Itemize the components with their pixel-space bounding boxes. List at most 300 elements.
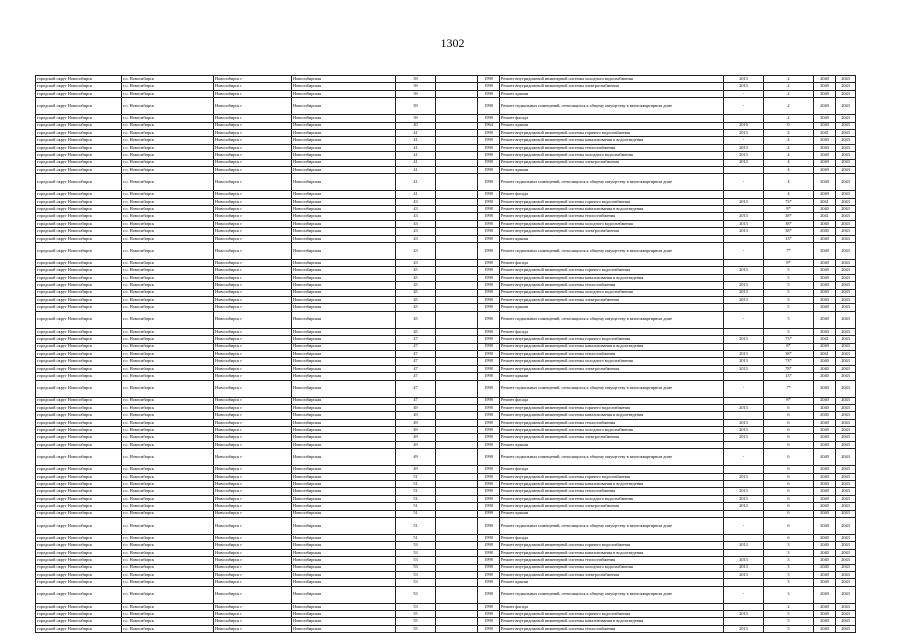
cell-street: Новосибирская [292, 579, 396, 586]
cell-street: Новосибирская [292, 213, 396, 220]
cell-wear: 8* [764, 397, 814, 404]
cell-last-repair-year [724, 412, 764, 419]
cell-plan-start: 2040 [814, 144, 836, 151]
cell-year-built: 1998 [478, 427, 500, 434]
cell-municipality: г.о. Новосибирск [122, 220, 214, 227]
cell-work-type: Ремонт фасада [500, 466, 724, 473]
cell-municipality: г.о. Новосибирск [122, 235, 214, 242]
cell-municipality: г.о. Новосибирск [122, 534, 214, 541]
cell-plan-end: 2043 [836, 289, 856, 296]
cell-plan-end: 2043 [836, 191, 856, 198]
cell-region: городской округ Новосибирск [36, 304, 122, 311]
cell-municipality: г.о. Новосибирск [122, 328, 214, 335]
cell-plan-end: 2043 [836, 166, 856, 173]
cell-municipality: г.о. Новосибирск [122, 542, 214, 549]
cell-last-repair-year [724, 166, 764, 173]
cell-plan-start: 2040 [814, 243, 836, 260]
cell-street: Новосибирская [292, 228, 396, 235]
cell-last-repair-year [724, 603, 764, 610]
cell-plan-end: 2043 [836, 603, 856, 610]
cell-region: городской округ Новосибирск [36, 542, 122, 549]
cell-region: городской округ Новосибирск [36, 282, 122, 289]
table-row [36, 564, 856, 571]
cell-house: 45 [396, 289, 436, 296]
table-row [36, 137, 856, 144]
cell-last-repair-year [724, 579, 764, 586]
cell-street: Новосибирская [292, 542, 396, 549]
cell-work-type: Ремонт внутридомовой инженерной системы канализования и водоотведения [500, 549, 724, 556]
table-row [36, 282, 856, 289]
cell-settlement: Новосибирск г [214, 174, 292, 191]
cell-plan-end: 2043 [836, 122, 856, 129]
table-row [36, 166, 856, 173]
cell-last-repair-year: 2013 [724, 625, 764, 632]
cell-year-built: 1998 [478, 129, 500, 136]
cell-wear: 3 [764, 571, 814, 578]
cell-work-type: Ремонт внутридомовой инженерной системы канализования и водоотведения [500, 206, 724, 213]
cell-wear: 6 [764, 481, 814, 488]
cell-settlement: Новосибирск г [214, 98, 292, 115]
cell-building [436, 503, 478, 510]
cell-street: Новосибирская [292, 289, 396, 296]
cell-house: 49 [396, 419, 436, 426]
cell-street: Новосибирская [292, 564, 396, 571]
cell-work-type: Ремонт внутридомовой инженерной системы электроснабжения [500, 434, 724, 441]
cell-building [436, 611, 478, 618]
cell-year-built: 1998 [478, 404, 500, 411]
table-row [36, 228, 856, 235]
cell-year-built: 1998 [478, 83, 500, 90]
cell-settlement: Новосибирск г [214, 191, 292, 198]
cell-plan-start: 2040 [814, 260, 836, 267]
cell-municipality: г.о. Новосибирск [122, 427, 214, 434]
table-row [36, 152, 856, 159]
cell-settlement: Новосибирск г [214, 564, 292, 571]
cell-settlement: Новосибирск г [214, 427, 292, 434]
cell-plan-start: 2040 [814, 159, 836, 166]
cell-year-built: 1998 [478, 380, 500, 397]
cell-work-type: Ремонт крыши [500, 90, 724, 97]
cell-region: городской округ Новосибирск [36, 373, 122, 380]
cell-plan-end: 2043 [836, 557, 856, 564]
cell-building [436, 328, 478, 335]
cell-building [436, 166, 478, 173]
cell-year-built: 1998 [478, 603, 500, 610]
cell-municipality: г.о. Новосибирск [122, 350, 214, 357]
cell-settlement: Новосибирск г [214, 235, 292, 242]
cell-year-built: 1998 [478, 220, 500, 227]
cell-street: Новосибирская [292, 495, 396, 502]
table-row [36, 495, 856, 502]
cell-municipality: г.о. Новосибирск [122, 579, 214, 586]
cell-region: городской округ Новосибирск [36, 434, 122, 441]
table-row [36, 449, 856, 466]
cell-plan-start: 2040 [814, 611, 836, 618]
cell-last-repair-year: - [724, 243, 764, 260]
table-row [36, 517, 856, 534]
cell-region: городской округ Новосибирск [36, 159, 122, 166]
cell-settlement: Новосибирск г [214, 579, 292, 586]
cell-year-built: 1998 [478, 213, 500, 220]
cell-work-type: Ремонт подвальных помещений, относящихся к общему имуществу в многоквартирном доме [500, 243, 724, 260]
cell-year-built: 1998 [478, 434, 500, 441]
cell-work-type: Ремонт крыши [500, 235, 724, 242]
cell-building [436, 129, 478, 136]
cell-house: 55 [396, 625, 436, 632]
cell-street: Новосибирская [292, 510, 396, 517]
cell-last-repair-year: - [724, 380, 764, 397]
cell-region: городской округ Новосибирск [36, 586, 122, 603]
cell-building [436, 517, 478, 534]
cell-plan-start: 2040 [814, 304, 836, 311]
cell-wear: 4 [764, 191, 814, 198]
cell-region: городской округ Новосибирск [36, 137, 122, 144]
cell-year-built: 1998 [478, 98, 500, 115]
cell-last-repair-year: 2013 [724, 473, 764, 480]
table-row [36, 542, 856, 549]
cell-street: Новосибирская [292, 603, 396, 610]
cell-street: Новосибирская [292, 571, 396, 578]
cell-year-built: 1998 [478, 144, 500, 151]
cell-municipality: г.о. Новосибирск [122, 481, 214, 488]
cell-street: Новосибирская [292, 198, 396, 205]
cell-street: Новосибирская [292, 534, 396, 541]
cell-year-built: 1998 [478, 198, 500, 205]
cell-house: 47 [396, 358, 436, 365]
cell-plan-end: 2043 [836, 137, 856, 144]
cell-house: 49 [396, 427, 436, 434]
cell-plan-start: 2040 [814, 571, 836, 578]
cell-last-repair-year [724, 373, 764, 380]
cell-year-built: 1998 [478, 503, 500, 510]
table-row [36, 427, 856, 434]
cell-last-repair-year: - [724, 311, 764, 328]
cell-house: 41 [396, 191, 436, 198]
cell-last-repair-year: 2013 [724, 220, 764, 227]
cell-settlement: Новосибирск г [214, 206, 292, 213]
cell-plan-end: 2043 [836, 296, 856, 303]
cell-work-type: Ремонт внутридомовой инженерной системы теплоснабжения [500, 625, 724, 632]
cell-wear: 8* [764, 260, 814, 267]
cell-plan-start: 2040 [814, 296, 836, 303]
cell-wear: 5 [764, 611, 814, 618]
table-row [36, 213, 856, 220]
cell-building [436, 510, 478, 517]
cell-region: городской округ Новосибирск [36, 328, 122, 335]
cell-house: 41 [396, 144, 436, 151]
cell-work-type: Ремонт фасада [500, 191, 724, 198]
cell-work-type: Ремонт внутридомовой инженерной системы канализования и водоотведения [500, 618, 724, 625]
cell-work-type: Ремонт фасада [500, 534, 724, 541]
cell-work-type: Ремонт внутридомовой инженерной системы теплоснабжения [500, 488, 724, 495]
cell-region: городской округ Новосибирск [36, 152, 122, 159]
cell-work-type: Ремонт внутридомовой инженерной системы теплоснабжения [500, 419, 724, 426]
cell-street: Новосибирская [292, 296, 396, 303]
cell-municipality: г.о. Новосибирск [122, 564, 214, 571]
cell-plan-end: 2043 [836, 328, 856, 335]
cell-municipality: г.о. Новосибирск [122, 441, 214, 448]
cell-plan-end: 2043 [836, 481, 856, 488]
cell-wear: 7* [764, 243, 814, 260]
cell-last-repair-year: 2013 [724, 358, 764, 365]
cell-region: городской округ Новосибирск [36, 404, 122, 411]
cell-building [436, 579, 478, 586]
cell-year-built: 1998 [478, 586, 500, 603]
cell-house: 55 [396, 611, 436, 618]
cell-building [436, 373, 478, 380]
cell-settlement: Новосибирск г [214, 449, 292, 466]
cell-last-repair-year: - [724, 90, 764, 97]
cell-wear: 13* [764, 373, 814, 380]
cell-building [436, 228, 478, 235]
cell-region: городской округ Новосибирск [36, 115, 122, 122]
cell-region: городской округ Новосибирск [36, 98, 122, 115]
cell-plan-start: 2040 [814, 517, 836, 534]
table-row [36, 198, 856, 205]
cell-wear: 4 [764, 144, 814, 151]
cell-plan-start: 2040 [814, 152, 836, 159]
cell-plan-end: 2043 [836, 564, 856, 571]
cell-wear: 4 [764, 152, 814, 159]
cell-house: 41 [396, 166, 436, 173]
cell-last-repair-year: 2013 [724, 282, 764, 289]
cell-wear: 3 [764, 564, 814, 571]
cell-wear: 5 [764, 311, 814, 328]
cell-settlement: Новосибирск г [214, 152, 292, 159]
cell-house: 47 [396, 397, 436, 404]
cell-building [436, 449, 478, 466]
cell-wear: 5 [764, 296, 814, 303]
cell-work-type: Ремонт внутридомовой инженерной системы канализования и водоотведения [500, 412, 724, 419]
cell-building [436, 488, 478, 495]
cell-house: 51 [396, 534, 436, 541]
table-row [36, 76, 856, 83]
cell-municipality: г.о. Новосибирск [122, 144, 214, 151]
cell-wear: 8* [764, 206, 814, 213]
cell-last-repair-year: 2013 [724, 434, 764, 441]
cell-municipality: г.о. Новосибирск [122, 625, 214, 632]
cell-settlement: Новосибирск г [214, 549, 292, 556]
cell-year-built: 1998 [478, 419, 500, 426]
cell-house: 51 [396, 473, 436, 480]
cell-region: городской округ Новосибирск [36, 343, 122, 350]
cell-year-built: 1998 [478, 618, 500, 625]
cell-region: городской округ Новосибирск [36, 564, 122, 571]
cell-building [436, 404, 478, 411]
cell-last-repair-year [724, 191, 764, 198]
cell-plan-end: 2043 [836, 213, 856, 220]
cell-plan-end: 2043 [836, 419, 856, 426]
cell-wear: 73* [764, 358, 814, 365]
table-row [36, 289, 856, 296]
cell-settlement: Новосибирск г [214, 510, 292, 517]
cell-street: Новосибирская [292, 304, 396, 311]
cell-street: Новосибирская [292, 243, 396, 260]
cell-building [436, 603, 478, 610]
cell-plan-end: 2043 [836, 159, 856, 166]
cell-house: 41 [396, 152, 436, 159]
cell-last-repair-year: 2013 [724, 152, 764, 159]
cell-municipality: г.о. Новосибирск [122, 296, 214, 303]
cell-plan-end: 2043 [836, 510, 856, 517]
cell-last-repair-year: 2013 [724, 571, 764, 578]
cell-region: городской округ Новосибирск [36, 557, 122, 564]
cell-house: 41 [396, 174, 436, 191]
cell-house: 53 [396, 579, 436, 586]
cell-settlement: Новосибирск г [214, 603, 292, 610]
cell-work-type: Ремонт внутридомовой инженерной системы холодного водоснабжения [500, 289, 724, 296]
cell-wear: 6 [764, 419, 814, 426]
cell-plan-end: 2043 [836, 260, 856, 267]
cell-year-built: 1998 [478, 373, 500, 380]
cell-municipality: г.о. Новосибирск [122, 434, 214, 441]
cell-plan-start: 2040 [814, 191, 836, 198]
cell-house: 39 [396, 76, 436, 83]
cell-settlement: Новосибирск г [214, 166, 292, 173]
cell-street: Новосибирская [292, 473, 396, 480]
cell-plan-end: 2043 [836, 304, 856, 311]
cell-plan-start: 2041 [814, 350, 836, 357]
cell-building [436, 419, 478, 426]
cell-settlement: Новосибирск г [214, 243, 292, 260]
cell-region: городской округ Новосибирск [36, 235, 122, 242]
cell-house: 51 [396, 481, 436, 488]
cell-plan-end: 2043 [836, 336, 856, 343]
cell-house: 49 [396, 404, 436, 411]
cell-year-built: 1998 [478, 517, 500, 534]
cell-municipality: г.о. Новосибирск [122, 380, 214, 397]
cell-wear: 6 [764, 534, 814, 541]
table-row [36, 206, 856, 213]
cell-plan-start: 2040 [814, 98, 836, 115]
cell-region: городской округ Новосибирск [36, 397, 122, 404]
cell-building [436, 380, 478, 397]
cell-wear: 5 [764, 618, 814, 625]
cell-last-repair-year: 2013 [724, 564, 764, 571]
cell-building [436, 534, 478, 541]
cell-work-type: Ремонт внутридомовой инженерной системы холодного водоснабжения [500, 76, 724, 83]
cell-region: городской округ Новосибирск [36, 174, 122, 191]
cell-plan-start: 2040 [814, 166, 836, 173]
cell-building [436, 571, 478, 578]
cell-municipality: г.о. Новосибирск [122, 549, 214, 556]
cell-building [436, 473, 478, 480]
cell-street: Новосибирская [292, 235, 396, 242]
cell-street: Новосибирская [292, 90, 396, 97]
cell-municipality: г.о. Новосибирск [122, 473, 214, 480]
cell-work-type: Ремонт внутридомовой инженерной системы горячего водоснабжения [500, 336, 724, 343]
cell-last-repair-year: 2013 [724, 542, 764, 549]
cell-year-built: 1998 [478, 488, 500, 495]
cell-settlement: Новосибирск г [214, 517, 292, 534]
cell-house: 51 [396, 503, 436, 510]
cell-work-type: Ремонт внутридомовой инженерной системы электроснабжения [500, 83, 724, 90]
cell-last-repair-year: 2013 [724, 144, 764, 151]
cell-year-built: 1998 [478, 336, 500, 343]
cell-plan-end: 2043 [836, 282, 856, 289]
cell-settlement: Новосибирск г [214, 129, 292, 136]
cell-last-repair-year: - [724, 586, 764, 603]
cell-municipality: г.о. Новосибирск [122, 419, 214, 426]
cell-settlement: Новосибирск г [214, 625, 292, 632]
cell-region: городской округ Новосибирск [36, 311, 122, 328]
cell-settlement: Новосибирск г [214, 83, 292, 90]
cell-plan-end: 2043 [836, 115, 856, 122]
cell-year-built: 1998 [478, 397, 500, 404]
cell-plan-start: 2040 [814, 90, 836, 97]
cell-building [436, 618, 478, 625]
cell-plan-start: 2040 [814, 510, 836, 517]
cell-municipality: г.о. Новосибирск [122, 603, 214, 610]
cell-street: Новосибирская [292, 380, 396, 397]
cell-settlement: Новосибирск г [214, 198, 292, 205]
cell-year-built: 1998 [478, 579, 500, 586]
cell-street: Новосибирская [292, 137, 396, 144]
cell-municipality: г.о. Новосибирск [122, 166, 214, 173]
cell-municipality: г.о. Новосибирск [122, 129, 214, 136]
cell-plan-start: 2040 [814, 235, 836, 242]
cell-building [436, 495, 478, 502]
cell-wear: 38* [764, 213, 814, 220]
cell-plan-start: 2040 [814, 358, 836, 365]
cell-year-built: 1998 [478, 289, 500, 296]
cell-last-repair-year [724, 466, 764, 473]
cell-year-built: 1998 [478, 441, 500, 448]
table-row [36, 404, 856, 411]
cell-street: Новосибирская [292, 481, 396, 488]
cell-plan-start: 2040 [814, 449, 836, 466]
table-row [36, 441, 856, 448]
page-number: 1302 [440, 36, 465, 50]
cell-plan-end: 2043 [836, 412, 856, 419]
cell-settlement: Новосибирск г [214, 159, 292, 166]
table-row [36, 328, 856, 335]
cell-building [436, 76, 478, 83]
cell-region: городской округ Новосибирск [36, 441, 122, 448]
cell-region: городской округ Новосибирск [36, 336, 122, 343]
cell-work-type: Ремонт крыши [500, 122, 724, 129]
cell-plan-end: 2043 [836, 466, 856, 473]
cell-house: 47 [396, 365, 436, 372]
cell-work-type: Ремонт крыши [500, 304, 724, 311]
cell-year-built: 1998 [478, 510, 500, 517]
cell-street: Новосибирская [292, 503, 396, 510]
cell-plan-end: 2043 [836, 373, 856, 380]
cell-year-built: 1998 [478, 350, 500, 357]
cell-region: городской округ Новосибирск [36, 220, 122, 227]
table-body [36, 76, 856, 633]
cell-building [436, 296, 478, 303]
cell-house: 39 [396, 83, 436, 90]
cell-plan-end: 2043 [836, 343, 856, 350]
cell-region: городской округ Новосибирск [36, 510, 122, 517]
cell-settlement: Новосибирск г [214, 144, 292, 151]
cell-municipality: г.о. Новосибирск [122, 260, 214, 267]
cell-house: 41 [396, 159, 436, 166]
cell-wear: 5 [764, 289, 814, 296]
cell-settlement: Новосибирск г [214, 220, 292, 227]
cell-last-repair-year: 2013 [724, 198, 764, 205]
cell-house: 51 [396, 510, 436, 517]
cell-year-built: 1998 [478, 571, 500, 578]
cell-plan-end: 2043 [836, 542, 856, 549]
cell-region: городской округ Новосибирск [36, 243, 122, 260]
cell-street: Новосибирская [292, 83, 396, 90]
cell-house: 53 [396, 603, 436, 610]
cell-year-built: 1998 [478, 174, 500, 191]
cell-house: 49 [396, 412, 436, 419]
cell-wear: 3 [764, 557, 814, 564]
